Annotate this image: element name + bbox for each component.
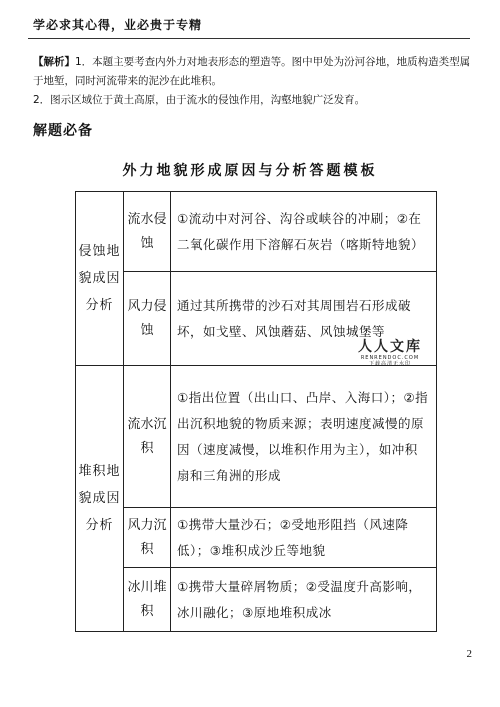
watermark-url: RENRENDOC.COM <box>360 355 420 361</box>
table-title: 外力地貌形成原因与分析答题模板 <box>122 163 378 179</box>
desc-fluvial-erosion: ①流动中对河谷、沟谷或峡谷的冲刷；②在二氧化碳作用下溶解石灰岩（喀斯特地貌） <box>171 192 437 272</box>
landform-template-table <box>75 191 437 632</box>
analysis-point-1-text: 1．本题主要考查内外力对地表形态的塑造等。图中甲处为汾河谷地，地质构造类型属于地堑，同时河流带来的泥沙在此堆积。 <box>33 56 471 87</box>
watermark-title: 人人文库 <box>358 339 422 355</box>
analysis-tag: 【解析】 <box>33 56 75 68</box>
analysis-block <box>33 53 473 110</box>
desc-wind-deposition: ①携带大量沙石；②受地形阻挡（风速降低）；③堆积成沙丘等地貌 <box>171 508 437 568</box>
subtype-glacial-deposition: 冰川堆积 <box>124 568 171 632</box>
subtype-wind-deposition: 风力沉积 <box>124 508 171 568</box>
category-erosion: 侵蚀地貌成因分析 <box>76 192 124 366</box>
desc-fluvial-deposition: ①指出位置（出山口、凸岸、入海口）；②指出沉积地貌的物质来源；表明速度减慢的原因（速度减慢，以堆积作用为主），如冲积扇和三角洲的形成 <box>171 366 437 508</box>
subtype-fluvial-deposition: 流水沉积 <box>124 366 171 508</box>
subtype-fluvial-erosion: 流水侵蚀 <box>124 192 171 272</box>
table-row <box>76 192 437 272</box>
table-row <box>76 568 437 632</box>
desc-wind-erosion-cell <box>171 272 437 366</box>
subtype-wind-erosion: 风力侵蚀 <box>124 272 171 366</box>
table-row <box>76 366 437 508</box>
table-row <box>76 272 437 366</box>
desc-glacial-deposition: ①携带大量碎屑物质；②受温度升高影响，冰川融化；③原地堆积成冰 <box>171 568 437 632</box>
page-number: 2 <box>466 648 472 660</box>
category-deposition: 堆积地貌成因分析 <box>76 366 124 632</box>
analysis-point-2: 2．图示区域位于黄土高原，由于流水的侵蚀作用，沟壑地貌广泛发育。 <box>33 94 366 106</box>
analysis-point-1 <box>33 53 473 91</box>
table-row <box>76 508 437 568</box>
watermark-tagline: 下载高清无水印 <box>368 361 411 367</box>
watermark-logo <box>358 340 422 367</box>
header-divider <box>28 38 470 39</box>
page-header: 学必求其心得，业必贵于专精 <box>33 18 203 32</box>
desc-wind-erosion: 通过其所携带的沙石对其周围岩石形成破坏，如戈壁、风蚀蘑菇、风蚀城堡等 <box>177 297 412 339</box>
section-title: 解题必备 <box>33 123 93 139</box>
